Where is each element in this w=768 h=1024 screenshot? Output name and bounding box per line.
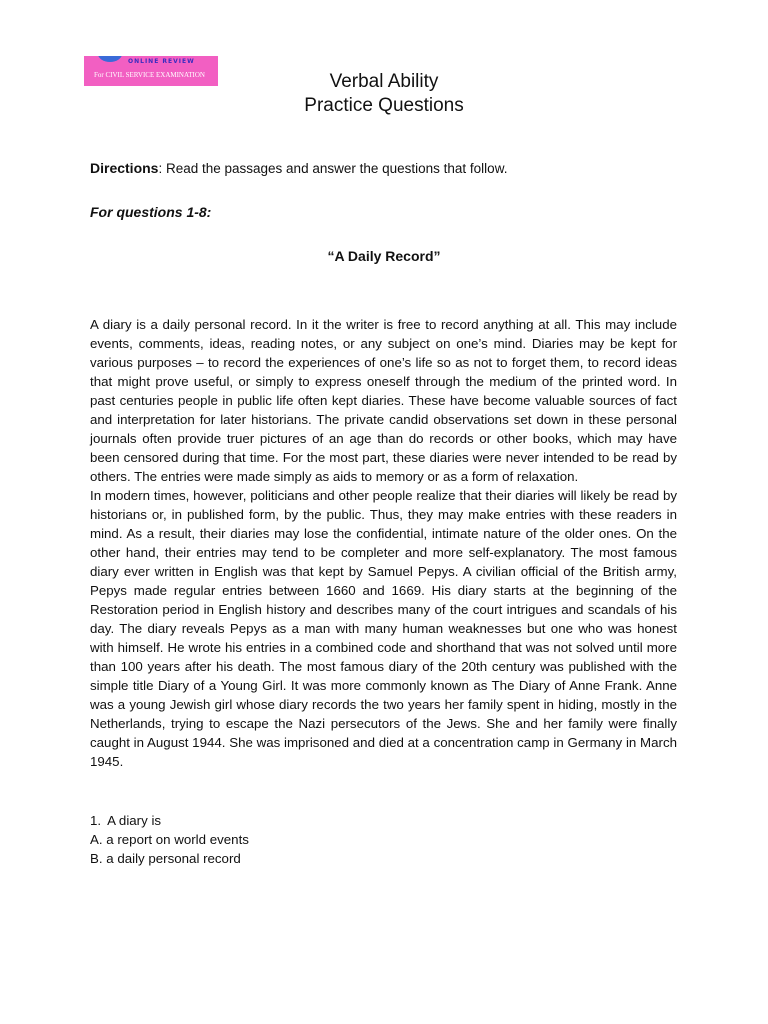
directions-label: Directions (90, 160, 159, 176)
directions-text: : Read the passages and answer the questions that follow. (158, 161, 508, 176)
passage-body (90, 315, 677, 771)
section-label: For questions 1-8: (90, 204, 212, 220)
question-number: 1. (90, 813, 102, 828)
page-title (0, 70, 768, 118)
question-option-b: B. a daily personal record (90, 851, 241, 866)
question-option-a: A. a report on world events (90, 832, 249, 847)
logo-brand: ONLINE REVIEW (128, 58, 195, 65)
question-1 (90, 811, 249, 868)
passage-title: “A Daily Record” (327, 248, 441, 264)
directions (90, 160, 507, 176)
title-line-2: Practice Questions (304, 95, 464, 116)
title-line-1: Verbal Ability (329, 71, 439, 92)
question-text: A diary is (107, 813, 162, 828)
question-stem (90, 811, 249, 830)
passage-paragraph-2: In modern times, however, politicians and other people realize that their diaries will likely be read by historians or, in published form, by the public. Thus, they may make entries with these readers in mind. As a result, their diaries may lose the confidential, intimate nature of the older ones. On the other hand, their entries may tend to be completer and more self-explanatory. The most famous diary ever written in English was that kept by Samuel Pepys. A civilian official of the British army, Pepys made regular entries between 1660 and 1669. His diary starts at the beginning of the Restoration period in English history and describes many of the court intrigues and scandals of his day. The diary reveals Pepys as a man with many human weaknesses but one who was honest with himself. He wrote his entries in a combined code and shorthand that was not solved until more than 100 years after his death. The most famous diary of the 20th century was published with the simple title Diary of a Young Girl. It was more commonly known as The Diary of Anne Frank. Anne was a young Jewish girl whose diary records the two years her family spent in hiding, mostly in the Netherlands, trying to escape the Nazi persecutors of the Jews. She and her family were finally caught in August 1944. She was imprisoned and died at a concentration camp in Germany in March 1945. (90, 488, 677, 769)
logo-swoosh-icon (98, 56, 122, 62)
passage-paragraph-1: A diary is a daily personal record. In it the writer is free to record anything at all. This may include events, comments, ideas, reading notes, or any subject on one’s mind. Diaries may be kept for various purposes – to record the experiences of one’s life so as not to forget them, to record ideas that might prove useful, or simply to express oneself through the medium of the printed word. In past centuries people in public life often kept diaries. These have become valuable sources of fact and interpretation for later historians. The private candid observations set down in these personal journals often provide truer pictures of an age than do records or other books, which may have been censored during that time. For the most part, these diaries were never intended to be read by others. The entries were made simply as aids to memory or as a form of relaxation. (90, 317, 677, 484)
logo-tagline: For CIVIL SERVICE EXAMINATION (94, 71, 205, 79)
